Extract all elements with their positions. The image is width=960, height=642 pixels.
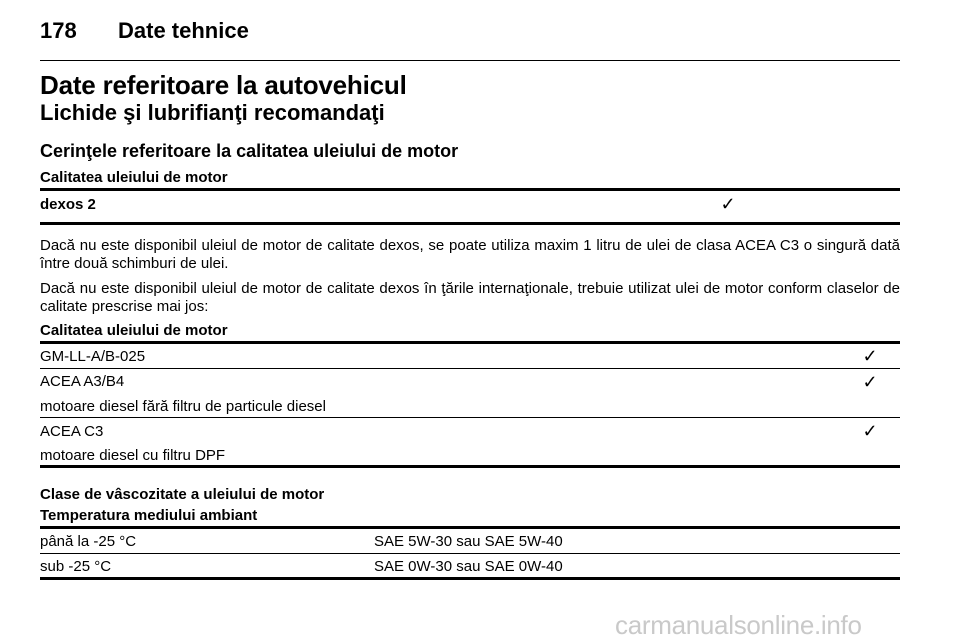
paragraph-2: Dacă nu este disponibil uleiul de motor de calitate dexos în ţările internaţionale, trebuie utilizat ulei de motor conform claselor de calitate prescrise mai jos:	[40, 280, 900, 315]
table2-bottom-rule	[40, 465, 900, 468]
watermark: carmanualsonline.info	[615, 610, 862, 640]
checkmark-icon: ✓	[862, 346, 878, 366]
table1-top-rule	[40, 188, 900, 191]
viscosity-row-divider	[40, 553, 900, 554]
checkmark-icon: ✓	[862, 421, 878, 441]
viscosity-grade: SAE 5W-30 sau SAE 5W-40	[374, 533, 563, 550]
page-subtitle: Lichide şi lubrifianţi recomandaţi	[40, 100, 385, 125]
table2-row-label: ACEA A3/B4	[40, 373, 125, 390]
table2-top-rule	[40, 341, 900, 344]
section-heading: Cerinţele referitoare la calitatea uleiului de motor	[40, 141, 459, 161]
table2-row-label: ACEA C3	[40, 423, 104, 440]
viscosity-bottom-rule	[40, 577, 900, 580]
page-title: Date referitoare la autovehicul	[40, 70, 407, 100]
table2-row-sub: motoare diesel fără filtru de particule diesel	[40, 398, 326, 415]
viscosity-heading: Clase de vâscozitate a uleiului de motor	[40, 486, 325, 503]
running-header: Date tehnice	[118, 18, 249, 43]
checkmark-icon: ✓	[720, 194, 736, 214]
table1-bottom-rule	[40, 222, 900, 225]
paragraph-1: Dacă nu este disponibil uleiul de motor de calitate dexos, se poate utiliza maxim 1 litru de ulei de clasa ACEA C3 o singură dată între două schimburi de ulei.	[40, 237, 900, 272]
table2-row-label: GM-LL-A/B-025	[40, 348, 146, 365]
table2-row-divider	[40, 368, 900, 369]
viscosity-top-rule	[40, 526, 900, 529]
page-number: 178	[40, 18, 77, 43]
table2-header: Calitatea uleiului de motor	[40, 322, 228, 339]
table2-row-divider	[40, 417, 900, 418]
checkmark-icon: ✓	[862, 372, 878, 392]
table1-row-label: dexos 2	[40, 196, 96, 213]
viscosity-temp: sub -25 °C	[40, 558, 112, 575]
table2-row-sub: motoare diesel cu filtru DPF	[40, 447, 226, 464]
table1-header: Calitatea uleiului de motor	[40, 169, 228, 186]
viscosity-temp: până la -25 °C	[40, 533, 137, 550]
viscosity-grade: SAE 0W-30 sau SAE 0W-40	[374, 558, 563, 575]
viscosity-table-header: Temperatura mediului ambiant	[40, 507, 258, 524]
header-divider	[40, 60, 900, 61]
